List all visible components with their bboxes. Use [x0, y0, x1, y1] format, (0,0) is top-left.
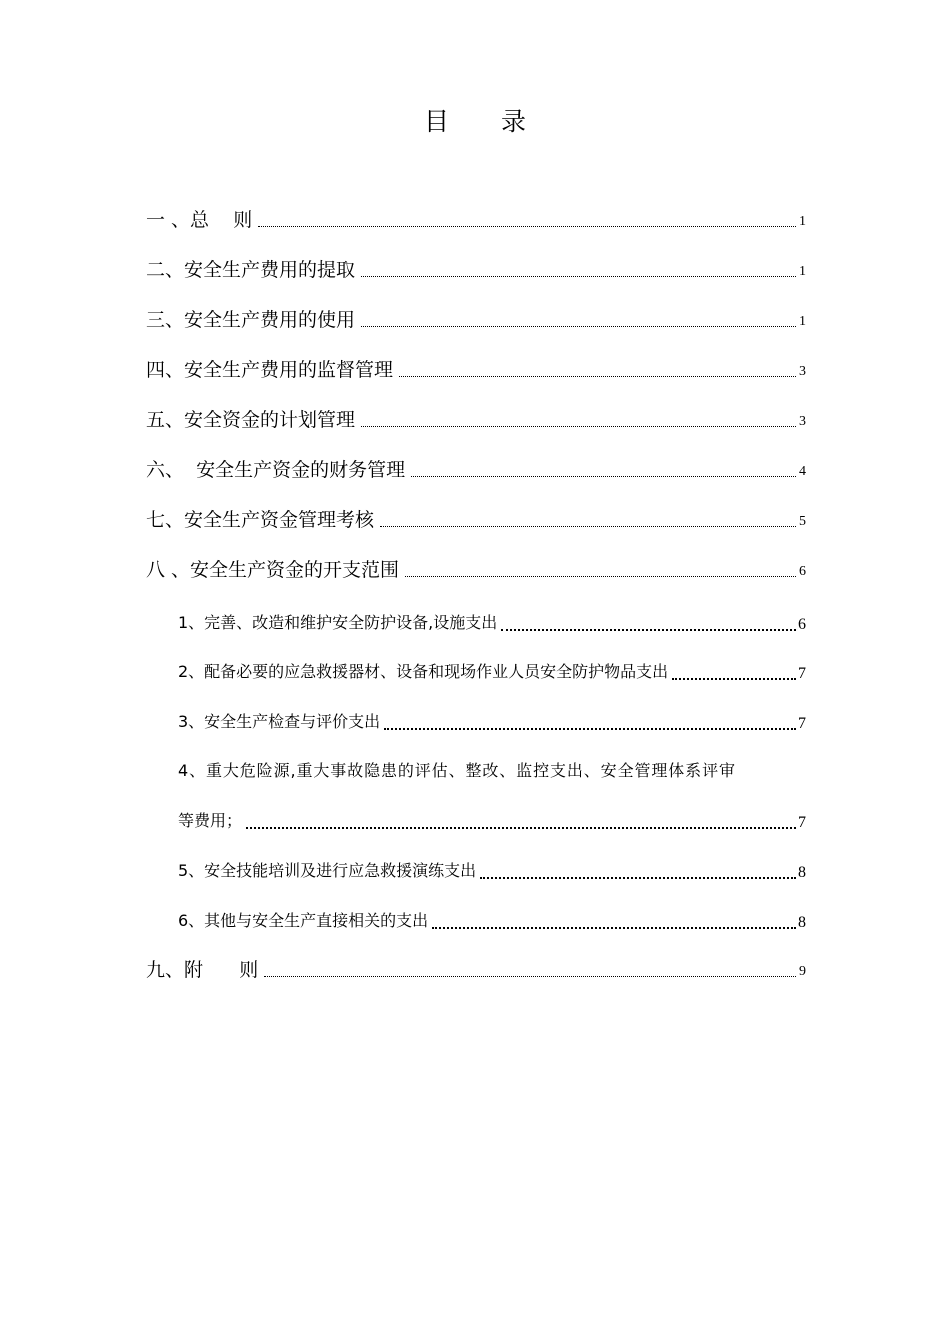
toc-dot-leader [380, 525, 796, 527]
toc-page-number: 4 [799, 464, 806, 479]
toc-entry-label: 5、安全技能培训及进行应急救援演练支出 [178, 861, 477, 880]
toc-subentry-training[interactable] [178, 858, 806, 884]
toc-page-number: 8 [798, 914, 806, 931]
toc-entry-label: 二、安全生产费用的提取 [146, 259, 356, 281]
toc-page-number: 6 [798, 616, 806, 633]
toc-entry-label: 三、安全生产费用的使用 [146, 309, 356, 331]
toc-dot-leader [399, 375, 796, 377]
toc-dot-leader [480, 876, 796, 879]
toc-entry-fee-supervision[interactable] [146, 357, 806, 383]
toc-entry-label: 3、安全生产检查与评价支出 [178, 712, 381, 731]
toc-page-number: 7 [798, 814, 806, 831]
toc-entry-expenditure-scope[interactable] [146, 557, 806, 583]
toc-entry-label: 一 、总 则 [146, 209, 253, 231]
toc-entry-general-provisions[interactable] [146, 207, 806, 233]
toc-dot-leader [361, 325, 796, 327]
toc-page-number: 9 [799, 964, 806, 979]
toc-entry-label: 八 、安全生产资金的开支范围 [146, 559, 400, 581]
toc-entry-label: 2、配备必要的应急救援器材、设备和现场作业人员安全防护物品支出 [178, 662, 669, 681]
toc-entry-fund-finance[interactable] [146, 457, 806, 483]
toc-dot-leader [411, 475, 796, 477]
toc-page-number: 5 [799, 514, 806, 529]
page-title: 目 录 [424, 107, 548, 136]
toc-entry-label: 七、安全生产资金管理考核 [146, 509, 375, 531]
toc-entry-supplementary-provisions[interactable] [146, 957, 806, 983]
toc-dot-leader [384, 727, 796, 730]
toc-page-number: 3 [799, 414, 806, 429]
toc-subentry-hazard-line1[interactable]: 4、重大危险源,重大事故隐患的评估、整改、监控支出、安全管理体系评审 [178, 761, 736, 780]
toc-page-number: 1 [799, 264, 806, 279]
toc-subentry-equipment[interactable] [178, 610, 806, 636]
toc-entry-fee-usage[interactable] [146, 307, 806, 333]
toc-subentry-inspection[interactable] [178, 709, 806, 735]
toc-dot-leader [258, 225, 796, 227]
toc-dot-leader [405, 575, 796, 577]
toc-entry-label: 九、附 则 [146, 959, 259, 981]
toc-dot-leader [246, 826, 796, 829]
toc-entry-label: 6、其他与安全生产直接相关的支出 [178, 911, 429, 930]
toc-dot-leader [501, 628, 796, 631]
toc-entry-label: 五、安全资金的计划管理 [146, 409, 356, 431]
toc-entry-label: 六、 安全生产资金的财务管理 [146, 459, 406, 481]
toc-subentry-other[interactable] [178, 908, 806, 934]
toc-entry-label: 1、完善、改造和维护安全防护设备,设施支出 [178, 613, 498, 632]
toc-entry-fund-planning[interactable] [146, 407, 806, 433]
toc-page-number: 7 [798, 665, 806, 682]
toc-entry-fee-withdrawal[interactable] [146, 257, 806, 283]
toc-subentry-hazard[interactable] [178, 808, 806, 834]
toc-entry-label: 四、安全生产费用的监督管理 [146, 359, 394, 381]
toc-page-number: 6 [799, 564, 806, 579]
toc-page-number: 8 [798, 864, 806, 881]
toc-page-number: 7 [798, 715, 806, 732]
toc-page-number: 3 [799, 364, 806, 379]
toc-page-number: 1 [799, 214, 806, 229]
toc-entry-label: 等费用； [178, 811, 243, 830]
toc-dot-leader [672, 677, 796, 680]
toc-page-number: 1 [799, 314, 806, 329]
toc-subentry-emergency-supplies[interactable] [178, 659, 806, 685]
toc-dot-leader [264, 975, 796, 977]
toc-entry-fund-assessment[interactable] [146, 507, 806, 533]
toc-dot-leader [432, 926, 796, 929]
toc-dot-leader [361, 425, 796, 427]
toc-dot-leader [361, 275, 796, 277]
